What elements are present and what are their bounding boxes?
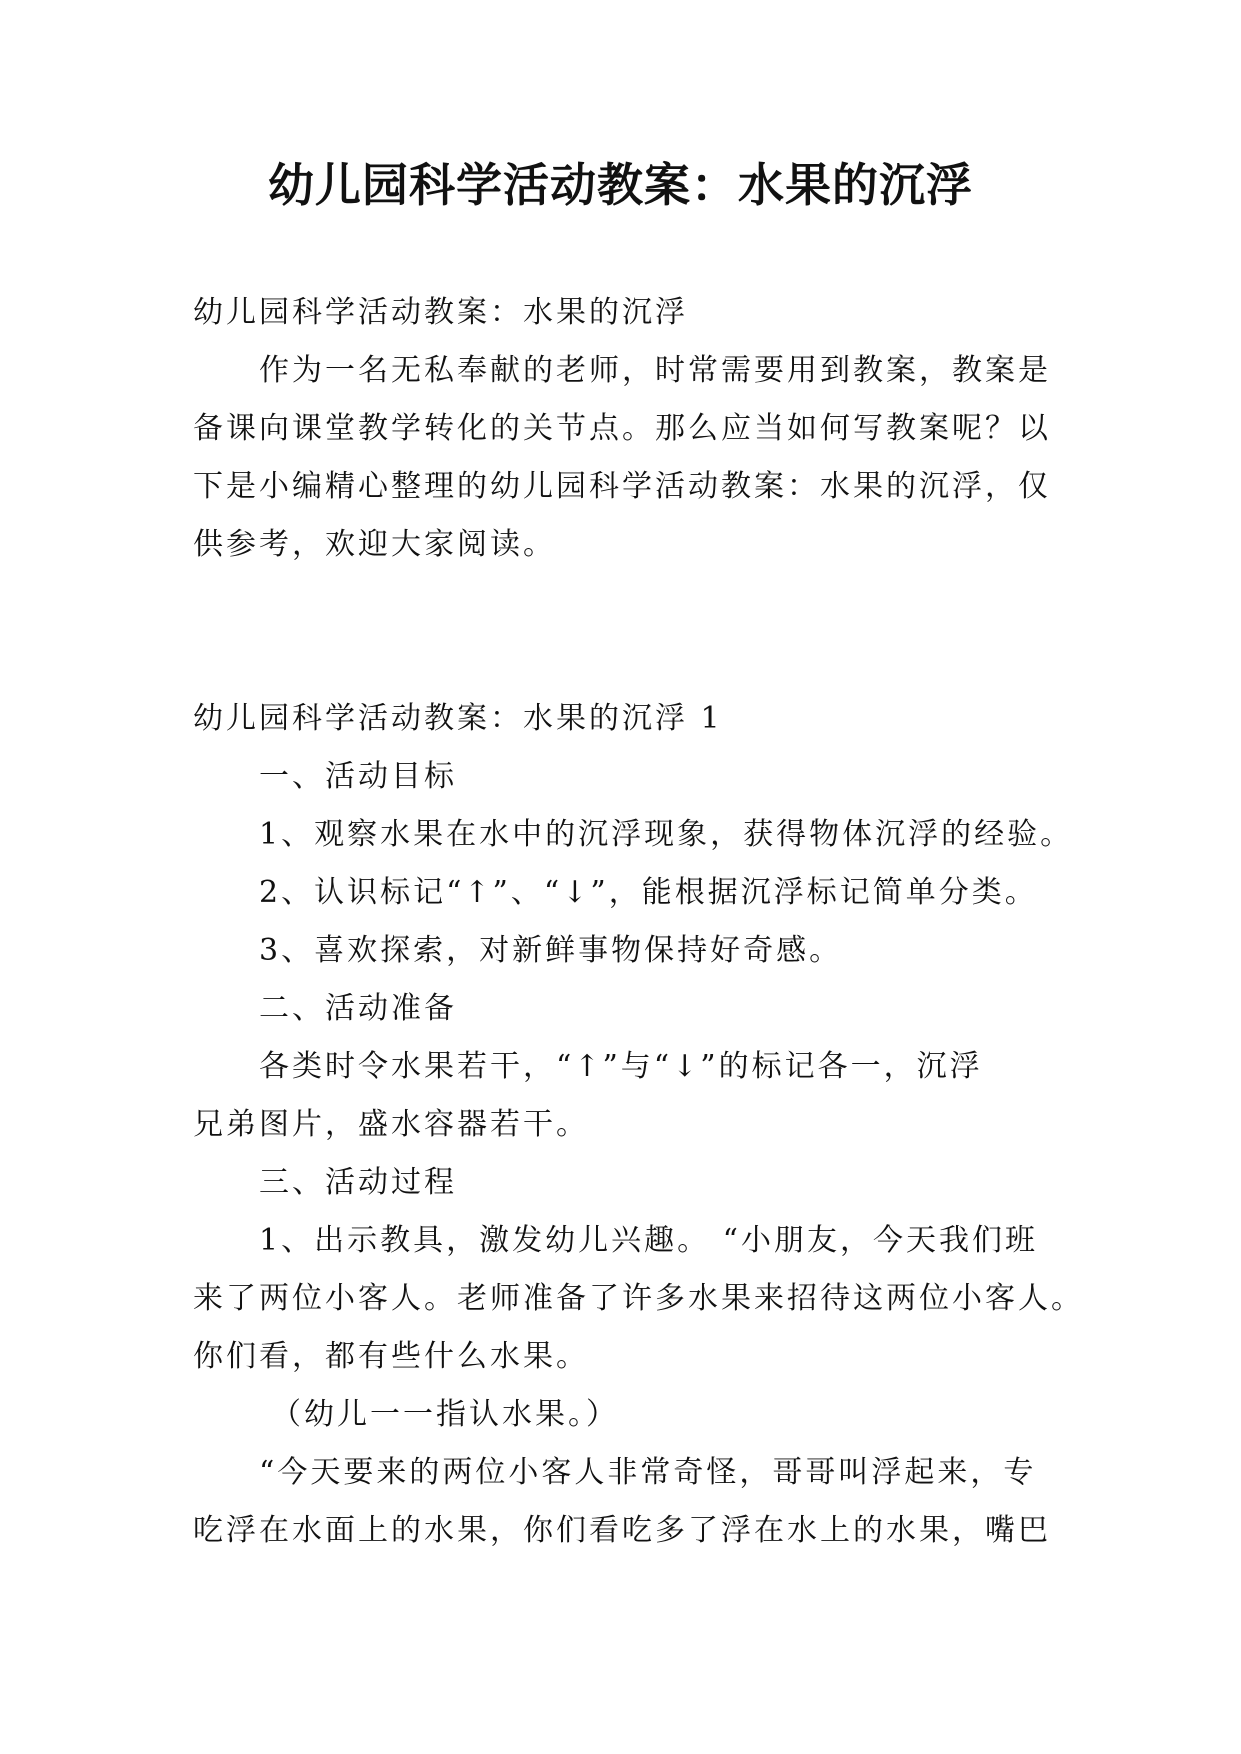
list-item: 1、观察水果在水中的沉浮现象，获得物体沉浮的经验。 — [259, 817, 1074, 852]
paragraph-line: 兄弟图片，盛水容器若干。 — [193, 1107, 589, 1142]
list-item: 2、认识标记“↑”、“↓”，能根据沉浮标记简单分类。 — [259, 875, 1038, 910]
paragraph-line: 作为一名无私奉献的老师，时常需要用到教案，教案是 — [259, 353, 1051, 388]
paragraph-line: 来了两位小客人。老师准备了许多水果来招待这两位小客人。 — [193, 1281, 1084, 1316]
paragraph-line: 各类时令水果若干，“↑”与“↓”的标记各一，沉浮 — [259, 1049, 983, 1084]
document-body — [193, 284, 1084, 1560]
paragraph-line: （幼儿一一指认水果。） — [271, 1397, 619, 1432]
paragraph-line: “今天要来的两位小客人非常奇怪，哥哥叫浮起来，专 — [259, 1455, 1037, 1490]
section-subheading: 二、活动准备 — [259, 991, 457, 1026]
section-spacer — [193, 574, 1073, 690]
paragraph-line: 吃浮在水面上的水果，你们看吃多了浮在水上的水果，嘴巴 — [193, 1513, 1051, 1548]
section-subheading: 一、活动目标 — [259, 759, 457, 794]
paragraph-line: 备课向课堂教学转化的关节点。那么应当如何写教案呢？以 — [193, 411, 1051, 446]
subtitle-line: 幼儿园科学活动教案：水果的沉浮 — [193, 295, 688, 330]
section-heading: 幼儿园科学活动教案：水果的沉浮 1 — [193, 701, 723, 736]
paragraph-line: 你们看，都有些什么水果。 — [193, 1339, 589, 1374]
paragraph-line: 供参考，欢迎大家阅读。 — [193, 527, 556, 562]
document-title: 幼儿园科学活动教案：水果的沉浮 — [268, 158, 973, 212]
paragraph-line: 下是小编精心整理的幼儿园科学活动教案：水果的沉浮，仅 — [193, 469, 1051, 504]
list-item: 3、喜欢探索，对新鲜事物保持好奇感。 — [259, 933, 843, 968]
paragraph-line: 1、出示教具，激发幼儿兴趣。 “小朋友，今天我们班 — [259, 1223, 1038, 1258]
section-subheading: 三、活动过程 — [259, 1165, 457, 1200]
